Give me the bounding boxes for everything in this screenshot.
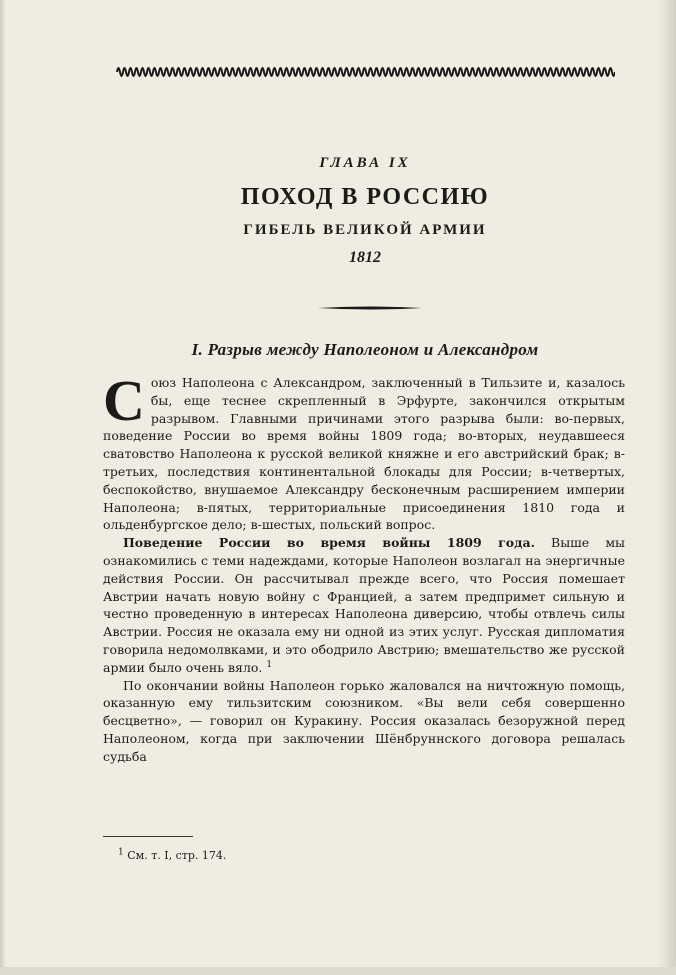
page-edge-left — [0, 0, 6, 975]
chapter-subtitle: ГИБЕЛЬ ВЕЛИКОЙ АРМИИ — [243, 222, 487, 238]
paragraph-3 — [103, 677, 625, 766]
page-bottom-edge — [0, 967, 676, 975]
footnote-marker: 1 — [118, 847, 124, 858]
footnote-divider — [103, 836, 193, 837]
chapter-label: ГЛАВА IX — [319, 155, 411, 171]
ornamental-wave-border — [115, 60, 615, 80]
paragraph-2-text: Выше мы ознакомились с теми надеждами, которые Наполеон возлагал на энергичные действия России. Он рассчитывал прежде всего, что Россия помешает Австрии начать новую войну с Францией, а затем предпримет сильную и честно проведенную в интересах Наполеона диверсию, чтобы отвлечь силы Австрии. Россия не оказала ему ни одной из этих услуг. Русская дипломатия говорила недомолвками, и это ободрило Австрию; вмешательство же русской армии было очень вяло. — [103, 535, 625, 675]
footnote — [118, 849, 226, 862]
body-text — [103, 368, 625, 766]
paragraph-2 — [103, 534, 625, 676]
chapter-year: 1812 — [349, 249, 381, 266]
chapter-title: ПОХОД В РОССИЮ — [240, 184, 490, 210]
section-heading: I. Разрыв между Наполеоном и Александром — [191, 340, 539, 359]
chapter-heading — [100, 150, 630, 267]
paragraph-1 — [103, 368, 625, 534]
paragraph-3-text: По окончании войны Наполеон горько жаловался на ничтожную помощь, оказанную ему тильзитским союзником. «Вы вели себя совершенно бесцветно», — говорил он Куракину. Россия оказалась безоружной перед Наполеоном, когда при заключении Шёнбруннского договора решалась судьба — [103, 677, 625, 764]
footnote-reference: 1 — [266, 659, 273, 670]
drop-cap: С — [103, 368, 145, 433]
page-edge-right — [658, 0, 676, 975]
footnote-text: См. т. I, стр. 174. — [127, 849, 227, 862]
paragraph-2-runin-heading: Поведение России во время войны 1809 года. — [123, 535, 535, 551]
decorative-rule — [318, 306, 422, 310]
paragraph-1-text: оюз Наполеона с Александром, заключенный в Тильзите и, казалось бы, еще теснее скрепленный в Эрфурте, закончился открытым разрывом. Главными причинами этого разрыва были: во-первых, поведение России во время войны 1809 года; во-вторых, неудавшееся сватовство Наполеона к русской великой княжне и его австрийский брак; в-третьих, последствия континентальной блокады для России; в-четвертых, беспокойство, внушаемое Александру бесконечным расширением империи Наполеона; в-пятых, территориальные присоединения 1810 года и ольденбургское дело; в-шестых, польский вопрос. — [103, 375, 625, 533]
